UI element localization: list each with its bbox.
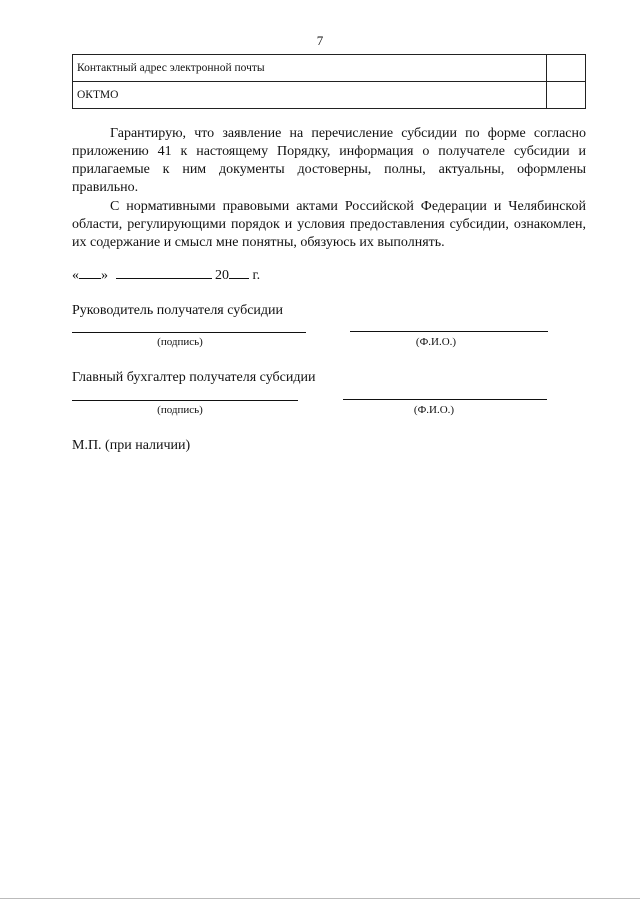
page-bottom-rule (0, 898, 640, 899)
acknowledgement-paragraph: С нормативными правовыми актами Российской Федерации и Челябинской области, регулирующими порядок и условия предоставления субсидии, ознакомлен, их содержание и смысл мне понятны, обязуюсь их выполнять. (72, 199, 586, 250)
table-row (73, 82, 586, 109)
info-table (72, 54, 586, 109)
year-suffix: г. (252, 268, 261, 283)
date-line (72, 265, 260, 285)
table-cell-label: Контактный адрес электронной почты (73, 55, 547, 82)
table-cell-value (547, 82, 586, 109)
head-signature-line (72, 332, 306, 333)
accountant-title: Главный бухгалтер получателя субсидии (72, 370, 316, 385)
head-signature-caption: (подпись) (157, 336, 203, 348)
stamp-note: М.П. (при наличии) (72, 438, 191, 453)
accountant-name-caption: (Ф.И.О.) (413, 404, 455, 416)
year-blank (229, 265, 249, 279)
head-title: Руководитель получателя субсидии (72, 303, 284, 318)
accountant-name-line (343, 399, 547, 400)
accountant-signature-caption: (подпись) (157, 404, 203, 416)
year-prefix: 20 (215, 268, 229, 283)
table-row (73, 55, 586, 82)
table-cell-value (547, 55, 586, 82)
month-blank (116, 265, 212, 279)
page-number: 7 (316, 33, 324, 48)
head-name-line (350, 331, 548, 332)
guarantee-paragraph: Гарантирую, что заявление на перечисление субсидии по форме согласно приложению 41 к настоящему Порядку, информация о получателе субсидии и прилагаемые к ним документы достоверны, полны, актуальны, оформлены правильно. (72, 126, 586, 195)
date-close-quote: » (101, 268, 108, 283)
day-blank (79, 265, 101, 279)
head-name-caption: (Ф.И.О.) (415, 336, 457, 348)
date-open-quote: « (72, 268, 79, 283)
accountant-signature-line (72, 400, 298, 401)
table-cell-label: ОКТМО (73, 82, 547, 109)
